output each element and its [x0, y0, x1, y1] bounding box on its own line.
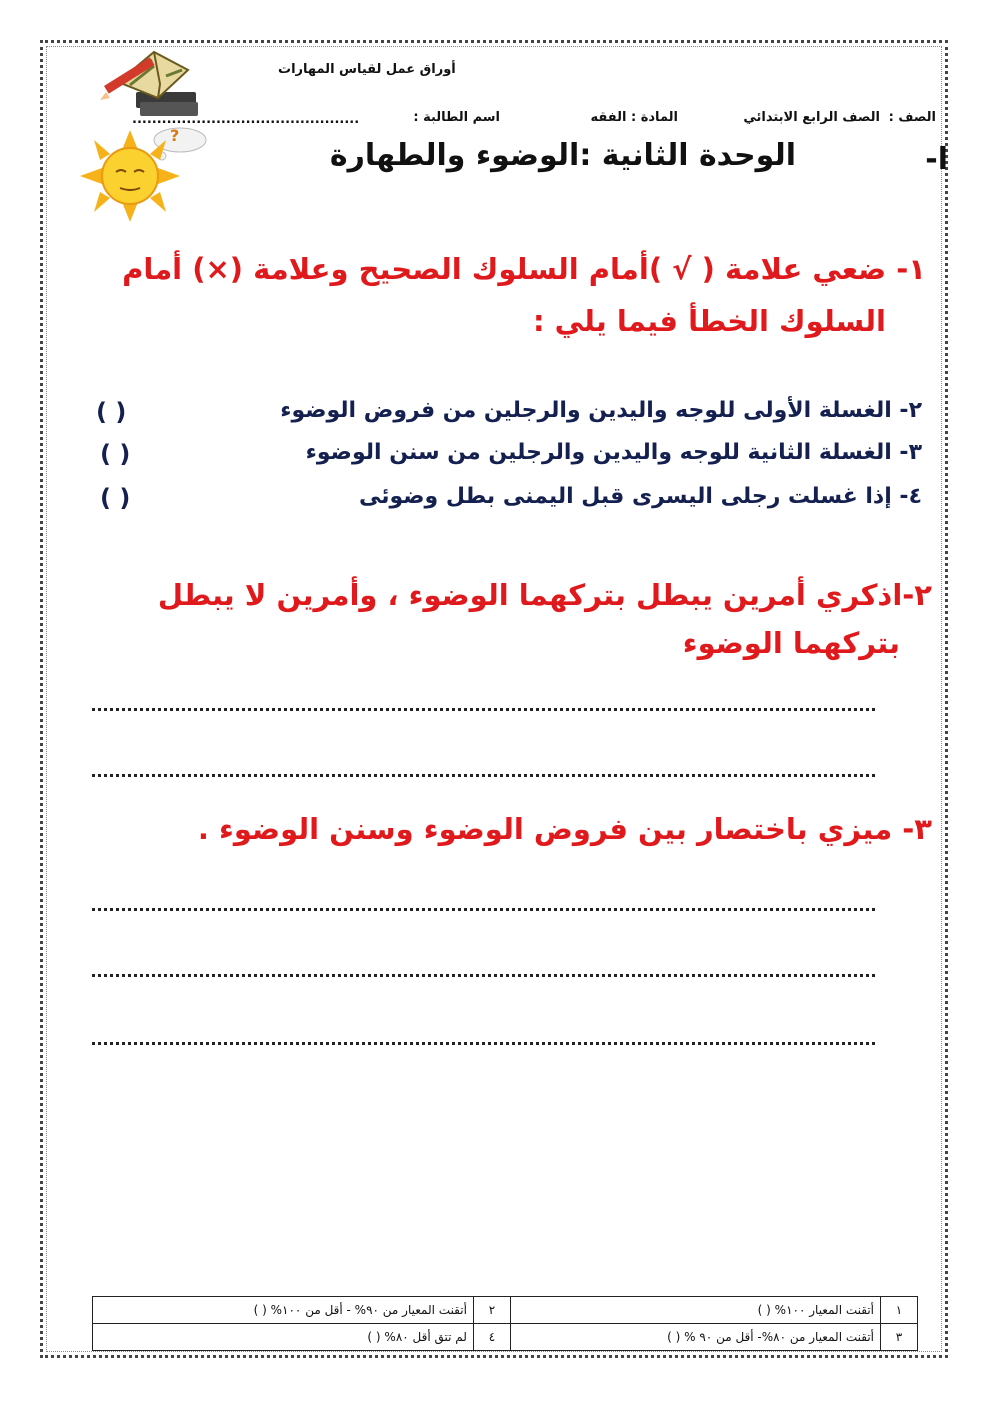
- answer-box-3[interactable]: ( ): [100, 484, 131, 512]
- table-row: [93, 1324, 918, 1351]
- rubric-table: [92, 1296, 918, 1351]
- answer-line[interactable]: [92, 908, 875, 911]
- rubric-cell-text[interactable]: أتقنت المعيار من ٨٠%- أقل من ٩٠ % ( ): [510, 1324, 880, 1351]
- unit-title: الوحدة الثانية :الوضوء والطهارة: [329, 138, 796, 173]
- answer-box-1[interactable]: ( ): [96, 398, 127, 426]
- rubric-cell-text[interactable]: أتقنت المعيار ١٠٠% ( ): [510, 1297, 880, 1324]
- rubric-cell-number: ١: [881, 1297, 918, 1324]
- rubric-cell-text[interactable]: لم تتق أقل ٨٠% ( ): [93, 1324, 474, 1351]
- question1-item-2: ٣- الغسلة الثانية للوجه واليدين والرجلين من سنن الوضوء: [305, 440, 922, 465]
- question3-line1: ٣- ميزي باختصار بين فروض الوضوء وسنن الوضوء .: [197, 812, 932, 846]
- rubric-cell-number: ٣: [881, 1324, 918, 1351]
- rubric-cell-number: ٢: [473, 1297, 510, 1324]
- answer-line[interactable]: [92, 1042, 875, 1045]
- question1-item-1: ٢- الغسلة الأولى للوجه واليدين والرجلين من فروض الوضوء: [280, 398, 922, 423]
- subject: المادة : الفقه: [590, 110, 678, 125]
- question1-line1: ١- ضعي علامة ( √ )أمام السلوك الصحيح وعلامة (×) أمام: [122, 252, 926, 286]
- student-name-line[interactable]: ..............................................: [132, 112, 360, 127]
- grade-label: الصف :: [888, 110, 936, 125]
- question1-line2: السلوك الخطأ فيما يلي :: [532, 304, 886, 338]
- worksheet-title: أوراق عمل لقياس المهارات: [278, 62, 456, 77]
- table-row: [93, 1297, 918, 1324]
- rubric-cell-text[interactable]: أتقنت المعيار من ٩٠% - أقل من ١٠٠% ( ): [93, 1297, 474, 1324]
- grade-value: الصف الرابع الابتدائي: [743, 110, 880, 125]
- rubric-cell-number: ٤: [473, 1324, 510, 1351]
- answer-box-2[interactable]: ( ): [100, 440, 131, 468]
- question2-line2: بتركهما الوضوء: [682, 626, 900, 660]
- question1-item-3: ٤- إذا غسلت رجلى اليسرى قبل اليمنى بطل وضوئى: [358, 484, 922, 509]
- question2-line1: ٢-اذكري أمرين يبطل بتركهما الوضوء ، وأمرين لا يبطل: [157, 578, 932, 612]
- question-mark-glyph: ?: [170, 126, 180, 145]
- unit-number: ا-: [925, 142, 948, 177]
- answer-line[interactable]: [92, 974, 875, 977]
- student-name-label: اسم الطالبة :: [413, 110, 500, 125]
- answer-line[interactable]: [92, 774, 875, 777]
- answer-line[interactable]: [92, 708, 875, 711]
- page-border-inner: [46, 46, 942, 1352]
- books-pencil-icon: [96, 40, 208, 122]
- thinking-sun-icon: [80, 124, 220, 224]
